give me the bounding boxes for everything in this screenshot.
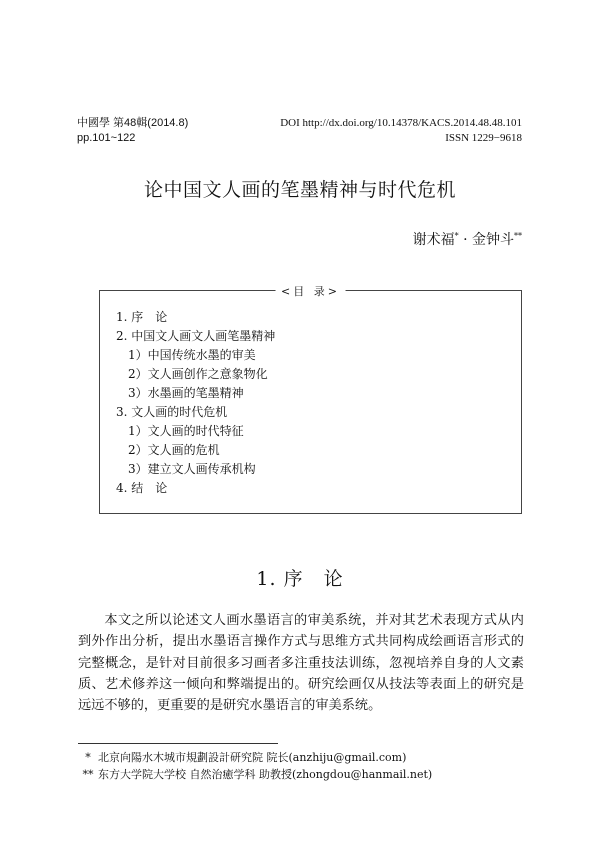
toc-subitem: 3）水墨画的笔墨精神 [128, 386, 244, 400]
doi-header [280, 116, 522, 146]
paper-title: 论中国文人画的笔墨精神与时代危机 [143, 179, 456, 201]
footnote-mark: ** [82, 768, 94, 781]
author-separator: · [463, 232, 468, 248]
toc-item: 3. 文人画的时代危机 [116, 405, 228, 419]
toc-item: 4. 结 论 [116, 481, 168, 495]
section-heading: 1. 序 论 [256, 568, 344, 590]
table-of-contents [99, 285, 522, 514]
toc-subitem: 2）文人画创作之意象物化 [128, 367, 268, 381]
journal-header [77, 116, 188, 146]
footnote [78, 766, 528, 783]
footnote-text: 东方大学院大学校 自然治癒学科 助教授(zhongdou@hanmail.net) [98, 768, 433, 781]
toc-subitem: 1）中国传统水墨的审美 [128, 348, 256, 362]
footnote-divider [78, 743, 278, 744]
author-line [413, 229, 522, 249]
toc-subitem: 2）文人画的危机 [128, 443, 220, 457]
footnote-mark: * [85, 751, 91, 764]
footnote-marker: * [454, 231, 459, 241]
footnotes [78, 749, 528, 783]
toc-subitem: 3）建立文人画传承机构 [128, 462, 256, 476]
toc-label: <目 录> [275, 283, 346, 299]
footnote-marker: ** [514, 231, 522, 241]
issn: ISSN 1229−9618 [445, 132, 522, 144]
author-name: 金钟斗 [472, 232, 514, 248]
author-name: 谢术福 [412, 232, 455, 248]
footnote-text: 北京向陽水木城市規劃設計研究院 院长(anzhiju@gmail.com) [98, 751, 407, 764]
body-paragraph: 本文之所以论述文人画水墨语言的审美系统，并对其艺术表现方式从内到外作出分析，提出水墨语言操作方式与思维方式共同构成绘画语言形式的完整概念，是针对目前很多习画者多注重技法训练，忽视培养自身的人文素质、艺术修养这一倾向和弊端提出的。研究绘画仅从技法等表面上的研究是远远不够的，更重要的是研究水墨语言的审美系统。 [78, 613, 524, 714]
footnote [78, 749, 528, 766]
toc-list [116, 308, 275, 498]
toc-item: 2. 中国文人画文人画笔墨精神 [116, 329, 276, 343]
doi-link[interactable]: DOI http://dx.doi.org/10.14378/KACS.2014.48.48.101 [280, 117, 522, 129]
page-range: pp.101~122 [77, 132, 136, 144]
journal-name: 中國學 第48輯(2014.8) [77, 117, 189, 129]
toc-subitem: 1）文人画的时代特征 [128, 424, 244, 438]
toc-item: 1. 序 论 [116, 310, 168, 324]
